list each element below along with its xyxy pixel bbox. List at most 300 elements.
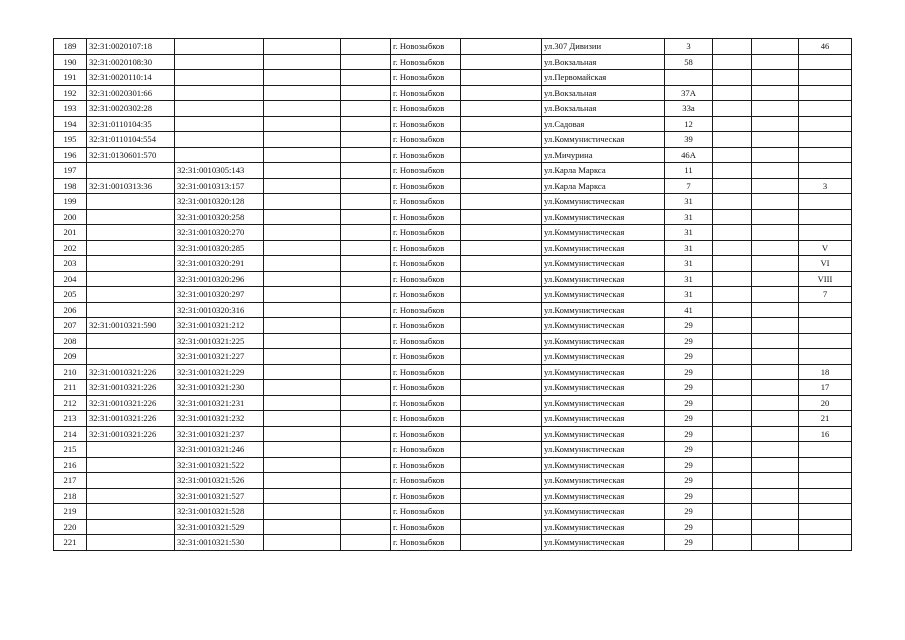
apartment-number-cell — [799, 54, 852, 70]
table-row — [54, 54, 852, 70]
empty-cell — [713, 178, 752, 194]
empty-cell — [264, 54, 341, 70]
street-cell: ул.Коммунистическая — [542, 333, 665, 349]
house-number-cell: 7 — [665, 178, 713, 194]
row-number-cell: 197 — [54, 163, 87, 179]
empty-cell — [461, 163, 542, 179]
row-number-cell: 196 — [54, 147, 87, 163]
row-number-cell: 195 — [54, 132, 87, 148]
empty-cell — [341, 473, 391, 489]
apartment-number-cell — [799, 209, 852, 225]
row-number-cell: 204 — [54, 271, 87, 287]
empty-cell — [461, 101, 542, 117]
cadastral-number-cell: 32:31:0010313:36 — [87, 178, 175, 194]
empty-cell — [341, 116, 391, 132]
city-cell: г. Новозыбков — [391, 39, 461, 55]
empty-cell — [341, 271, 391, 287]
empty-cell — [461, 504, 542, 520]
table-row — [54, 457, 852, 473]
house-number-cell: 29 — [665, 333, 713, 349]
table-row — [54, 225, 852, 241]
row-number-cell: 191 — [54, 70, 87, 86]
apartment-number-cell — [799, 488, 852, 504]
table-row — [54, 473, 852, 489]
city-cell: г. Новозыбков — [391, 411, 461, 427]
street-cell: ул.Коммунистическая — [542, 488, 665, 504]
empty-cell — [713, 349, 752, 365]
object-cadastral-number-cell: 32:31:0010321:522 — [175, 457, 264, 473]
empty-cell — [752, 333, 799, 349]
city-cell: г. Новозыбков — [391, 535, 461, 551]
city-cell: г. Новозыбков — [391, 519, 461, 535]
empty-cell — [341, 504, 391, 520]
city-cell: г. Новозыбков — [391, 302, 461, 318]
apartment-number-cell: 21 — [799, 411, 852, 427]
cadastral-number-cell — [87, 194, 175, 210]
empty-cell — [752, 504, 799, 520]
empty-cell — [752, 488, 799, 504]
cadastral-number-cell: 32:31:0010321:590 — [87, 318, 175, 334]
empty-cell — [752, 473, 799, 489]
empty-cell — [713, 519, 752, 535]
apartment-number-cell — [799, 504, 852, 520]
table-row — [54, 271, 852, 287]
city-cell: г. Новозыбков — [391, 256, 461, 272]
city-cell: г. Новозыбков — [391, 333, 461, 349]
empty-cell — [713, 473, 752, 489]
street-cell: ул.Коммунистическая — [542, 194, 665, 210]
city-cell: г. Новозыбков — [391, 395, 461, 411]
city-cell: г. Новозыбков — [391, 194, 461, 210]
empty-cell — [713, 488, 752, 504]
house-number-cell: 29 — [665, 442, 713, 458]
empty-cell — [752, 457, 799, 473]
table-row — [54, 302, 852, 318]
object-cadastral-number-cell — [175, 85, 264, 101]
object-cadastral-number-cell: 32:31:0010321:528 — [175, 504, 264, 520]
empty-cell — [461, 411, 542, 427]
object-cadastral-number-cell: 32:31:0010321:237 — [175, 426, 264, 442]
empty-cell — [341, 85, 391, 101]
street-cell: ул.307 Дивизии — [542, 39, 665, 55]
empty-cell — [461, 194, 542, 210]
empty-cell — [752, 39, 799, 55]
empty-cell — [713, 256, 752, 272]
city-cell: г. Новозыбков — [391, 240, 461, 256]
empty-cell — [461, 147, 542, 163]
empty-cell — [752, 349, 799, 365]
object-cadastral-number-cell: 32:31:0010320:297 — [175, 287, 264, 303]
street-cell: ул.Коммунистическая — [542, 271, 665, 287]
table-row — [54, 364, 852, 380]
apartment-number-cell: VIII — [799, 271, 852, 287]
empty-cell — [752, 54, 799, 70]
empty-cell — [752, 271, 799, 287]
city-cell: г. Новозыбков — [391, 488, 461, 504]
empty-cell — [713, 302, 752, 318]
apartment-number-cell — [799, 519, 852, 535]
apartment-number-cell — [799, 194, 852, 210]
empty-cell — [264, 225, 341, 241]
cadastral-number-cell — [87, 349, 175, 365]
street-cell: ул.Садовая — [542, 116, 665, 132]
row-number-cell: 199 — [54, 194, 87, 210]
empty-cell — [752, 225, 799, 241]
empty-cell — [713, 132, 752, 148]
table-row — [54, 70, 852, 86]
empty-cell — [341, 519, 391, 535]
apartment-number-cell: 18 — [799, 364, 852, 380]
empty-cell — [713, 39, 752, 55]
empty-cell — [461, 225, 542, 241]
empty-cell — [341, 256, 391, 272]
table-row — [54, 147, 852, 163]
cadastral-number-cell — [87, 209, 175, 225]
object-cadastral-number-cell — [175, 101, 264, 117]
object-cadastral-number-cell: 32:31:0010313:157 — [175, 178, 264, 194]
street-cell: ул.Коммунистическая — [542, 457, 665, 473]
apartment-number-cell — [799, 535, 852, 551]
object-cadastral-number-cell — [175, 54, 264, 70]
apartment-number-cell — [799, 333, 852, 349]
city-cell: г. Новозыбков — [391, 132, 461, 148]
empty-cell — [461, 256, 542, 272]
empty-cell — [752, 535, 799, 551]
house-number-cell: 29 — [665, 504, 713, 520]
empty-cell — [341, 240, 391, 256]
empty-cell — [461, 240, 542, 256]
row-number-cell: 202 — [54, 240, 87, 256]
row-number-cell: 221 — [54, 535, 87, 551]
object-cadastral-number-cell: 32:31:0010321:527 — [175, 488, 264, 504]
empty-cell — [713, 194, 752, 210]
row-number-cell: 200 — [54, 209, 87, 225]
house-number-cell: 31 — [665, 240, 713, 256]
street-cell: ул.Коммунистическая — [542, 395, 665, 411]
empty-cell — [341, 54, 391, 70]
property-register-table — [53, 38, 852, 551]
house-number-cell — [665, 70, 713, 86]
apartment-number-cell: 20 — [799, 395, 852, 411]
empty-cell — [461, 519, 542, 535]
house-number-cell: 29 — [665, 411, 713, 427]
street-cell: ул.Коммунистическая — [542, 426, 665, 442]
cadastral-number-cell: 32:31:0020107:18 — [87, 39, 175, 55]
empty-cell — [341, 147, 391, 163]
empty-cell — [341, 194, 391, 210]
object-cadastral-number-cell: 32:31:0010321:246 — [175, 442, 264, 458]
row-number-cell: 218 — [54, 488, 87, 504]
empty-cell — [752, 209, 799, 225]
table-row — [54, 488, 852, 504]
table-row — [54, 519, 852, 535]
street-cell: ул.Коммунистическая — [542, 302, 665, 318]
street-cell: ул.Коммунистическая — [542, 380, 665, 396]
empty-cell — [713, 442, 752, 458]
empty-cell — [713, 147, 752, 163]
table-row — [54, 504, 852, 520]
empty-cell — [461, 287, 542, 303]
empty-cell — [461, 488, 542, 504]
empty-cell — [264, 380, 341, 396]
empty-cell — [713, 504, 752, 520]
empty-cell — [461, 349, 542, 365]
house-number-cell: 31 — [665, 256, 713, 272]
row-number-cell: 215 — [54, 442, 87, 458]
apartment-number-cell — [799, 457, 852, 473]
city-cell: г. Новозыбков — [391, 349, 461, 365]
empty-cell — [461, 442, 542, 458]
table-row — [54, 163, 852, 179]
street-cell: ул.Коммунистическая — [542, 209, 665, 225]
row-number-cell: 205 — [54, 287, 87, 303]
apartment-number-cell: VI — [799, 256, 852, 272]
object-cadastral-number-cell — [175, 147, 264, 163]
table-row — [54, 287, 852, 303]
empty-cell — [461, 426, 542, 442]
empty-cell — [341, 457, 391, 473]
empty-cell — [713, 333, 752, 349]
empty-cell — [461, 473, 542, 489]
empty-cell — [461, 209, 542, 225]
city-cell: г. Новозыбков — [391, 163, 461, 179]
house-number-cell: 46А — [665, 147, 713, 163]
table-row — [54, 85, 852, 101]
cadastral-number-cell: 32:31:0010321:226 — [87, 395, 175, 411]
empty-cell — [713, 287, 752, 303]
city-cell: г. Новозыбков — [391, 271, 461, 287]
house-number-cell: 29 — [665, 318, 713, 334]
house-number-cell: 29 — [665, 395, 713, 411]
street-cell: ул.Вокзальная — [542, 54, 665, 70]
empty-cell — [341, 287, 391, 303]
cadastral-number-cell — [87, 519, 175, 535]
row-number-cell: 193 — [54, 101, 87, 117]
cadastral-number-cell — [87, 457, 175, 473]
table-row — [54, 178, 852, 194]
street-cell: ул.Коммунистическая — [542, 287, 665, 303]
empty-cell — [752, 240, 799, 256]
empty-cell — [461, 132, 542, 148]
empty-cell — [264, 411, 341, 427]
object-cadastral-number-cell: 32:31:0010321:530 — [175, 535, 264, 551]
table-row — [54, 380, 852, 396]
empty-cell — [713, 535, 752, 551]
row-number-cell: 210 — [54, 364, 87, 380]
row-number-cell: 206 — [54, 302, 87, 318]
table-row — [54, 116, 852, 132]
apartment-number-cell: 17 — [799, 380, 852, 396]
empty-cell — [713, 85, 752, 101]
empty-cell — [461, 318, 542, 334]
table-row — [54, 426, 852, 442]
empty-cell — [713, 101, 752, 117]
apartment-number-cell — [799, 70, 852, 86]
empty-cell — [264, 302, 341, 318]
row-number-cell: 214 — [54, 426, 87, 442]
house-number-cell: 31 — [665, 271, 713, 287]
empty-cell — [264, 194, 341, 210]
empty-cell — [341, 209, 391, 225]
empty-cell — [461, 302, 542, 318]
empty-cell — [461, 54, 542, 70]
empty-cell — [461, 364, 542, 380]
cadastral-number-cell — [87, 287, 175, 303]
house-number-cell: 29 — [665, 488, 713, 504]
empty-cell — [713, 116, 752, 132]
house-number-cell: 41 — [665, 302, 713, 318]
apartment-number-cell: 3 — [799, 178, 852, 194]
apartment-number-cell — [799, 225, 852, 241]
empty-cell — [341, 364, 391, 380]
row-number-cell: 211 — [54, 380, 87, 396]
object-cadastral-number-cell — [175, 70, 264, 86]
empty-cell — [752, 85, 799, 101]
object-cadastral-number-cell: 32:31:0010321:232 — [175, 411, 264, 427]
cadastral-number-cell: 32:31:0010321:226 — [87, 426, 175, 442]
street-cell: ул.Коммунистическая — [542, 240, 665, 256]
object-cadastral-number-cell — [175, 132, 264, 148]
row-number-cell: 201 — [54, 225, 87, 241]
row-number-cell: 190 — [54, 54, 87, 70]
empty-cell — [461, 116, 542, 132]
city-cell: г. Новозыбков — [391, 473, 461, 489]
cadastral-number-cell: 32:31:0110104:554 — [87, 132, 175, 148]
empty-cell — [752, 519, 799, 535]
apartment-number-cell — [799, 85, 852, 101]
empty-cell — [752, 116, 799, 132]
cadastral-number-cell: 32:31:0130601:570 — [87, 147, 175, 163]
cadastral-number-cell — [87, 225, 175, 241]
empty-cell — [341, 225, 391, 241]
empty-cell — [752, 101, 799, 117]
empty-cell — [461, 333, 542, 349]
object-cadastral-number-cell: 32:31:0010320:128 — [175, 194, 264, 210]
empty-cell — [341, 101, 391, 117]
row-number-cell: 216 — [54, 457, 87, 473]
apartment-number-cell — [799, 132, 852, 148]
table-row — [54, 318, 852, 334]
cadastral-number-cell — [87, 504, 175, 520]
house-number-cell: 29 — [665, 364, 713, 380]
row-number-cell: 192 — [54, 85, 87, 101]
table-body — [54, 39, 852, 551]
house-number-cell: 37А — [665, 85, 713, 101]
empty-cell — [713, 240, 752, 256]
empty-cell — [752, 411, 799, 427]
cadastral-number-cell — [87, 163, 175, 179]
empty-cell — [264, 256, 341, 272]
empty-cell — [341, 488, 391, 504]
row-number-cell: 209 — [54, 349, 87, 365]
apartment-number-cell — [799, 473, 852, 489]
object-cadastral-number-cell: 32:31:0010320:316 — [175, 302, 264, 318]
street-cell: ул.Вокзальная — [542, 101, 665, 117]
table-row — [54, 101, 852, 117]
apartment-number-cell: 46 — [799, 39, 852, 55]
empty-cell — [264, 504, 341, 520]
city-cell: г. Новозыбков — [391, 85, 461, 101]
empty-cell — [713, 395, 752, 411]
empty-cell — [752, 132, 799, 148]
object-cadastral-number-cell: 32:31:0010320:285 — [175, 240, 264, 256]
empty-cell — [264, 364, 341, 380]
empty-cell — [713, 318, 752, 334]
empty-cell — [264, 132, 341, 148]
empty-cell — [341, 178, 391, 194]
empty-cell — [461, 70, 542, 86]
empty-cell — [341, 442, 391, 458]
object-cadastral-number-cell — [175, 39, 264, 55]
table-row — [54, 442, 852, 458]
apartment-number-cell: 7 — [799, 287, 852, 303]
object-cadastral-number-cell: 32:31:0010320:291 — [175, 256, 264, 272]
object-cadastral-number-cell: 32:31:0010321:229 — [175, 364, 264, 380]
empty-cell — [752, 380, 799, 396]
street-cell: ул.Коммунистическая — [542, 318, 665, 334]
table-row — [54, 256, 852, 272]
empty-cell — [461, 271, 542, 287]
cadastral-number-cell: 32:31:0110104:35 — [87, 116, 175, 132]
cadastral-number-cell — [87, 240, 175, 256]
empty-cell — [264, 473, 341, 489]
empty-cell — [461, 457, 542, 473]
object-cadastral-number-cell: 32:31:0010321:225 — [175, 333, 264, 349]
house-number-cell: 39 — [665, 132, 713, 148]
empty-cell — [713, 380, 752, 396]
row-number-cell: 203 — [54, 256, 87, 272]
street-cell: ул.Мичурина — [542, 147, 665, 163]
empty-cell — [264, 163, 341, 179]
row-number-cell: 212 — [54, 395, 87, 411]
table-row — [54, 395, 852, 411]
empty-cell — [264, 535, 341, 551]
table-row — [54, 194, 852, 210]
empty-cell — [713, 364, 752, 380]
house-number-cell: 29 — [665, 457, 713, 473]
object-cadastral-number-cell: 32:31:0010305:143 — [175, 163, 264, 179]
empty-cell — [264, 457, 341, 473]
empty-cell — [341, 535, 391, 551]
empty-cell — [713, 163, 752, 179]
row-number-cell: 189 — [54, 39, 87, 55]
empty-cell — [752, 163, 799, 179]
empty-cell — [341, 39, 391, 55]
empty-cell — [264, 101, 341, 117]
object-cadastral-number-cell: 32:31:0010321:212 — [175, 318, 264, 334]
cadastral-number-cell: 32:31:0020110:14 — [87, 70, 175, 86]
house-number-cell: 12 — [665, 116, 713, 132]
table-row — [54, 349, 852, 365]
city-cell: г. Новозыбков — [391, 116, 461, 132]
table-row — [54, 535, 852, 551]
empty-cell — [341, 411, 391, 427]
empty-cell — [264, 39, 341, 55]
table-row — [54, 333, 852, 349]
cadastral-number-cell — [87, 333, 175, 349]
street-cell: ул.Первомайская — [542, 70, 665, 86]
apartment-number-cell — [799, 101, 852, 117]
empty-cell — [752, 442, 799, 458]
street-cell: ул.Коммунистическая — [542, 225, 665, 241]
house-number-cell: 29 — [665, 426, 713, 442]
cadastral-number-cell: 32:31:0020301:66 — [87, 85, 175, 101]
street-cell: ул.Коммунистическая — [542, 519, 665, 535]
house-number-cell: 29 — [665, 349, 713, 365]
empty-cell — [752, 287, 799, 303]
house-number-cell: 29 — [665, 519, 713, 535]
empty-cell — [341, 163, 391, 179]
